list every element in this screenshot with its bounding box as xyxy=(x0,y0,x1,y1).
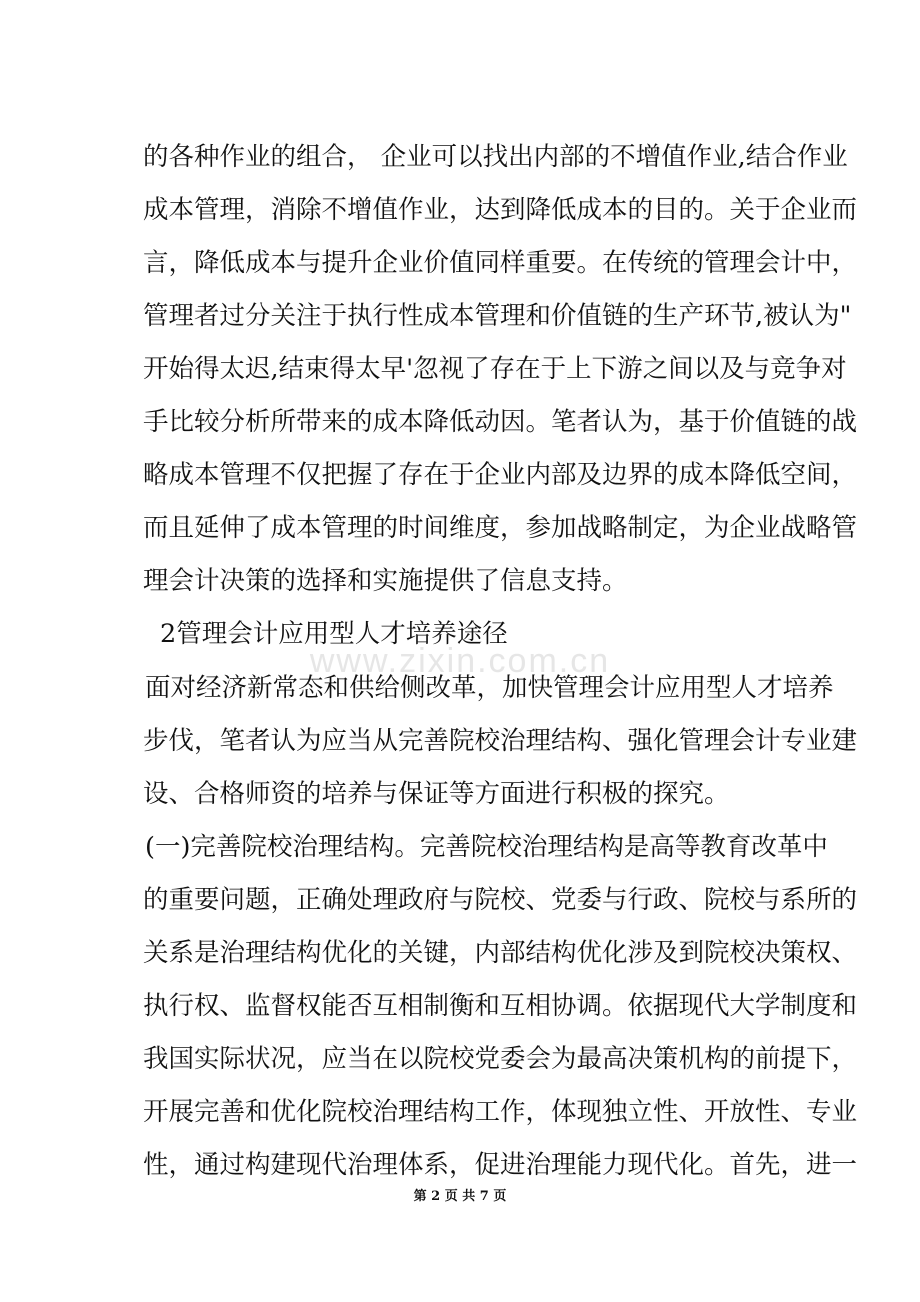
text-line: 设、合格师资的培养与保证等方面进行积极的探究。 xyxy=(143,779,730,809)
text-line: 步伐，笔者认为应当从完善院校治理结构、强化管理会计专业建 xyxy=(143,726,858,756)
section-heading: 2管理会计应用型人才培养途径 xyxy=(160,619,508,649)
page-footer: 第 2 页 共 7 页 xyxy=(413,1189,507,1204)
text-line: 性，通过构建现代治理体系，促进治理能力现代化。首先，进一 xyxy=(143,1150,858,1180)
text-line: 手比较分析所带来的成本降低动因。笔者认为，基于价值链的战 xyxy=(143,407,858,437)
text-line: 的重要问题，正确处理政府与院校、党委与行政、院校与系所的 xyxy=(143,885,858,915)
text-line: 略成本管理不仅把握了存在于企业内部及边界的成本降低空间， xyxy=(143,460,858,490)
text-line: 我国实际状况，应当在以院校党委会为最高决策机构的前提下， xyxy=(143,1044,858,1074)
text-line: 成本管理，消除不增值作业，达到降低成本的目的。关于企业而 xyxy=(143,195,858,225)
text-line: 面对经济新常态和供给侧改革，加快管理会计应用型人才培养 xyxy=(145,673,834,703)
text-line: 开始得太迟,结束得太早'忽视了存在于上下游之间以及与竞争对 xyxy=(143,354,847,384)
text-line: 的各种作业的组合， 企业可以找出内部的不增值作业,结合作业 xyxy=(143,142,848,172)
text-line: 而且延伸了成本管理的时间维度，参加战略制定，为企业战略管 xyxy=(143,513,858,543)
text-line: 管理者过分关注于执行性成本管理和价值链的生产环节,被认为" xyxy=(143,301,852,331)
text-line: 开展完善和优化院校治理结构工作，体现独立性、开放性、专业 xyxy=(143,1097,858,1127)
text-line: 关系是治理结构优化的关键，内部结构优化涉及到院校决策权、 xyxy=(143,938,858,968)
text-line: (一)完善院校治理结构。完善院校治理结构是高等教育改革中 xyxy=(145,832,828,862)
text-line: 言，降低成本与提升企业价值同样重要。在传统的管理会计中， xyxy=(143,248,858,278)
text-line: 执行权、监督权能否互相制衡和互相协调。依据现代大学制度和 xyxy=(143,991,858,1021)
watermark: www.zixin.com.cn xyxy=(309,642,611,680)
text-line: 理会计决策的选择和实施提供了信息支持。 xyxy=(143,566,628,596)
